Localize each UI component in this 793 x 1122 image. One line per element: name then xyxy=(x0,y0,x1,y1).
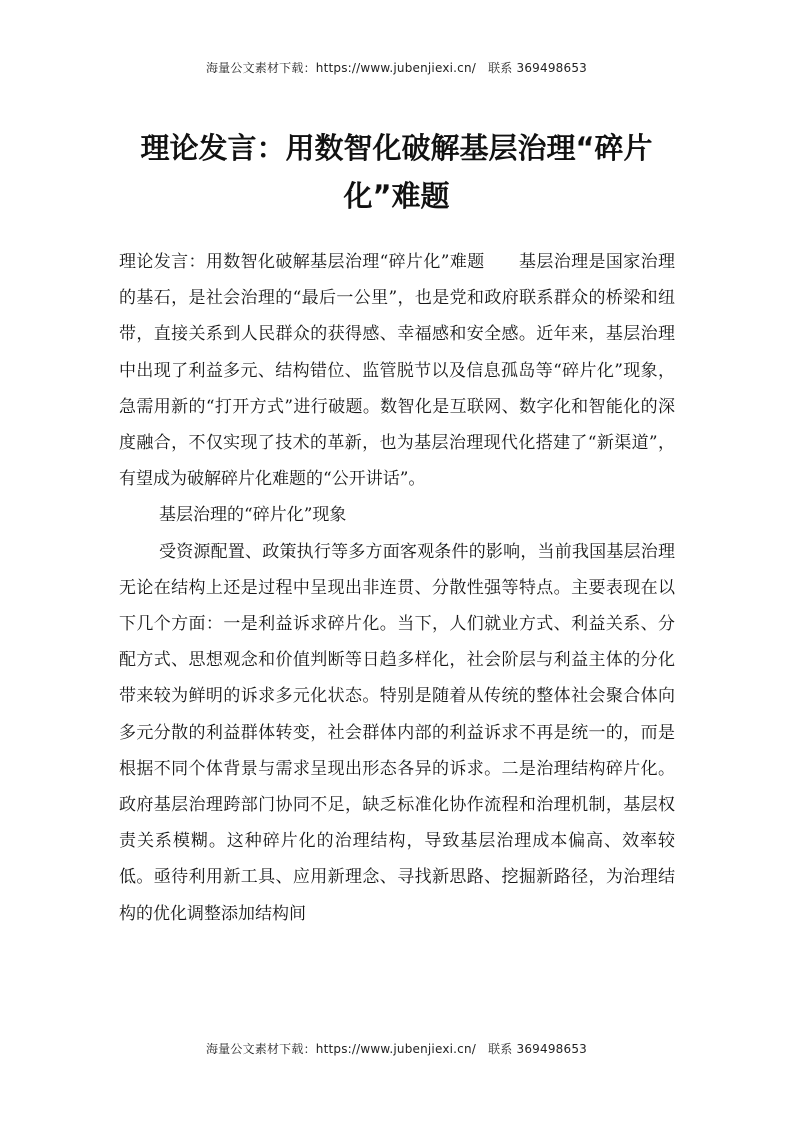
footer-url-link[interactable]: https://www.jubenjiexi.cn/ xyxy=(315,1042,477,1056)
page-footer xyxy=(0,1040,793,1057)
paragraph-2: 受资源配置、政策执行等多方面客观条件的影响，当前我国基层治理无论在结构上还是过程中呈现出非连贯、分散性强等特点。主要表现在以下几个方面：一是利益诉求碎片化。当下，人们就业方式、利益关系、分配方式、思想观念和价值判断等日趋多样化，社会阶层与利益主体的分化带来较为鲜明的诉求多元化状态。特别是随着从传统的整体社会聚合体向多元分散的利益群体转变，社会群体内部的利益诉求不再是统一的，而是根据不同个体背景与需求呈现出形态各异的诉求。二是治理结构碎片化。政府基层治理跨部门协同不足，缺乏标准化协作流程和治理机制，基层权责关系模糊。这种碎片化的治理结构，导致基层治理成本偏高、效率较低。亟待利用新工具、应用新理念、寻找新思路、挖掘新路径，为治理结构的优化调整添加结构间 xyxy=(119,541,675,924)
footer-contact: 联系 369498653 xyxy=(488,1042,588,1056)
header-prefix: 海量公文素材下载： xyxy=(205,61,316,75)
intro-text: 基层治理是国家治理的基石，是社会治理的“最后一公里”，也是党和政府联系群众的桥梁和纽带，直接关系到人民群众的获得感、幸福感和安全感。近年来，基层治理中出现了利益多元、结构错位、监管脱节以及信息孤岛等“碎片化”现象，急需用新的“打开方式”进行破题。数智化是互联网、数字化和智能化的深度融合，不仅实现了技术的革新，也为基层治理现代化搭建了“新渠道”，有望成为破解碎片化难题的“公开讲话”。 xyxy=(119,252,675,490)
page-header xyxy=(0,59,793,76)
document-body xyxy=(119,244,675,932)
footer-prefix: 海量公文素材下载： xyxy=(205,1042,316,1056)
intro-lead: 理论发言：用数智化破解基层治理“碎片化”难题 xyxy=(119,252,485,272)
document-title: 理论发言：用数智化破解基层治理“碎片化”难题 xyxy=(140,131,653,213)
header-contact: 联系 369498653 xyxy=(488,61,588,75)
intro-paragraph xyxy=(119,244,675,497)
section-heading: 基层治理的“碎片化”现象 xyxy=(159,505,347,526)
header-url-link[interactable]: https://www.jubenjiexi.cn/ xyxy=(315,61,477,75)
